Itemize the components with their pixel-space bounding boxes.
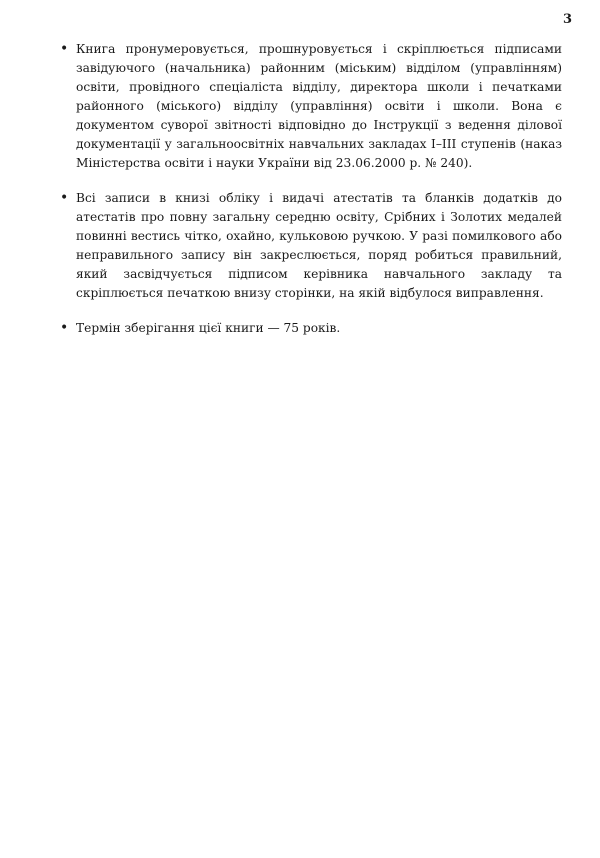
instruction-list [60,40,562,354]
bullet-icon: • [60,190,69,206]
list-item [60,189,562,303]
list-item [60,319,562,338]
list-item-text: Термін зберігання цієї книги — 75 років. [76,321,341,335]
bullet-icon: • [60,41,69,57]
list-item [60,40,562,173]
list-item-text: Всі записи в книзі обліку і видачі атестатів та бланків додатків до атестатів про повну загальну середню освіту, Срібних і Золотих медалей повинні вестись чітко, охайно, кульковою ручкою. У разі помилкового або неправильного запису він закреслюється, поряд робиться правильний, який засвідчується підписом керівника навчального закладу та скріплюється печаткою внизу сторінки, на якій відбулося виправлення. [76,191,562,300]
page-number: 3 [562,12,572,27]
list-item-text: Книга пронумеровується, прошнуровується і скріплюється підписами завідуючого (начальника) районним (міським) відділом (управлінням) освіти, провідного спеціаліста відділу, директора школи і печатками районного (міського) відділу (управління) освіти і школи. Вона є документом суворої звітності відповідно до Інструкції з ведення ділової документації у загальноосвітніх навчальних закладах I–III ступенів (наказ Міністерства освіти і науки України від 23.06.2000 р. № 240). [76,42,562,170]
bullet-icon: • [60,320,69,336]
